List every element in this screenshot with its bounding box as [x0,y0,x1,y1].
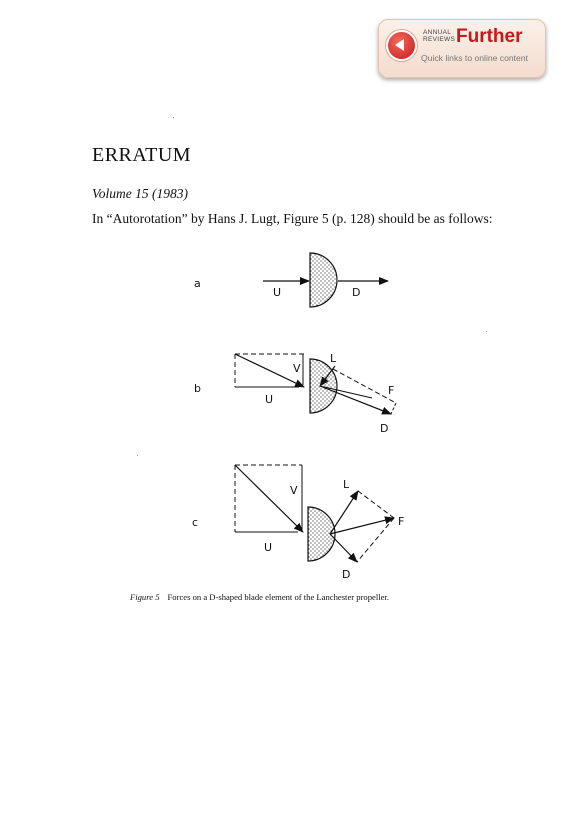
badge-subtitle: Quick links to online content [421,53,529,63]
figure-caption [130,592,389,602]
panel-c [192,465,404,581]
label-l: L [330,352,337,365]
panel-a [194,253,388,307]
label-u: U [273,286,282,299]
label-d: D [342,568,351,581]
page-title: ERRATUM [92,144,192,166]
label-u: U [264,541,273,554]
dashed-f-d [357,518,394,562]
caption-label: Figure 5 [130,592,160,602]
d-blade [310,253,337,307]
label-v: V [293,362,301,375]
label-f: F [388,384,395,397]
dashed-closing [391,403,396,414]
dashed-parallel [333,369,396,403]
badge-line-annual: ANNUAL [423,29,452,36]
vector-v-c [235,465,303,532]
panel-a-label: a [194,277,201,290]
label-l: L [343,478,350,491]
label-d: D [380,422,389,435]
volume-line: Volume 15 (1983) [92,186,188,201]
vector-f-c [330,518,394,534]
intro-text: In “Autorotation” by Hans J. Lugt, Figure 5 (p. 128) should be as follows: [92,211,493,226]
caption-text: Forces on a D-shaped blade element of the Lanchester propeller. [167,592,389,602]
label-d: D [352,286,361,299]
panel-b [194,352,396,435]
panel-c-label: c [192,516,199,529]
panel-b-label: b [194,382,201,395]
label-f: F [398,515,405,528]
d-blade [310,359,337,413]
label-v: V [290,484,298,497]
badge-line-reviews: REVIEWS [423,36,456,43]
dashed-l-f [358,491,394,518]
label-u: U [265,393,274,406]
vector-d-c [330,534,357,562]
badge-brand: Further [456,26,523,47]
